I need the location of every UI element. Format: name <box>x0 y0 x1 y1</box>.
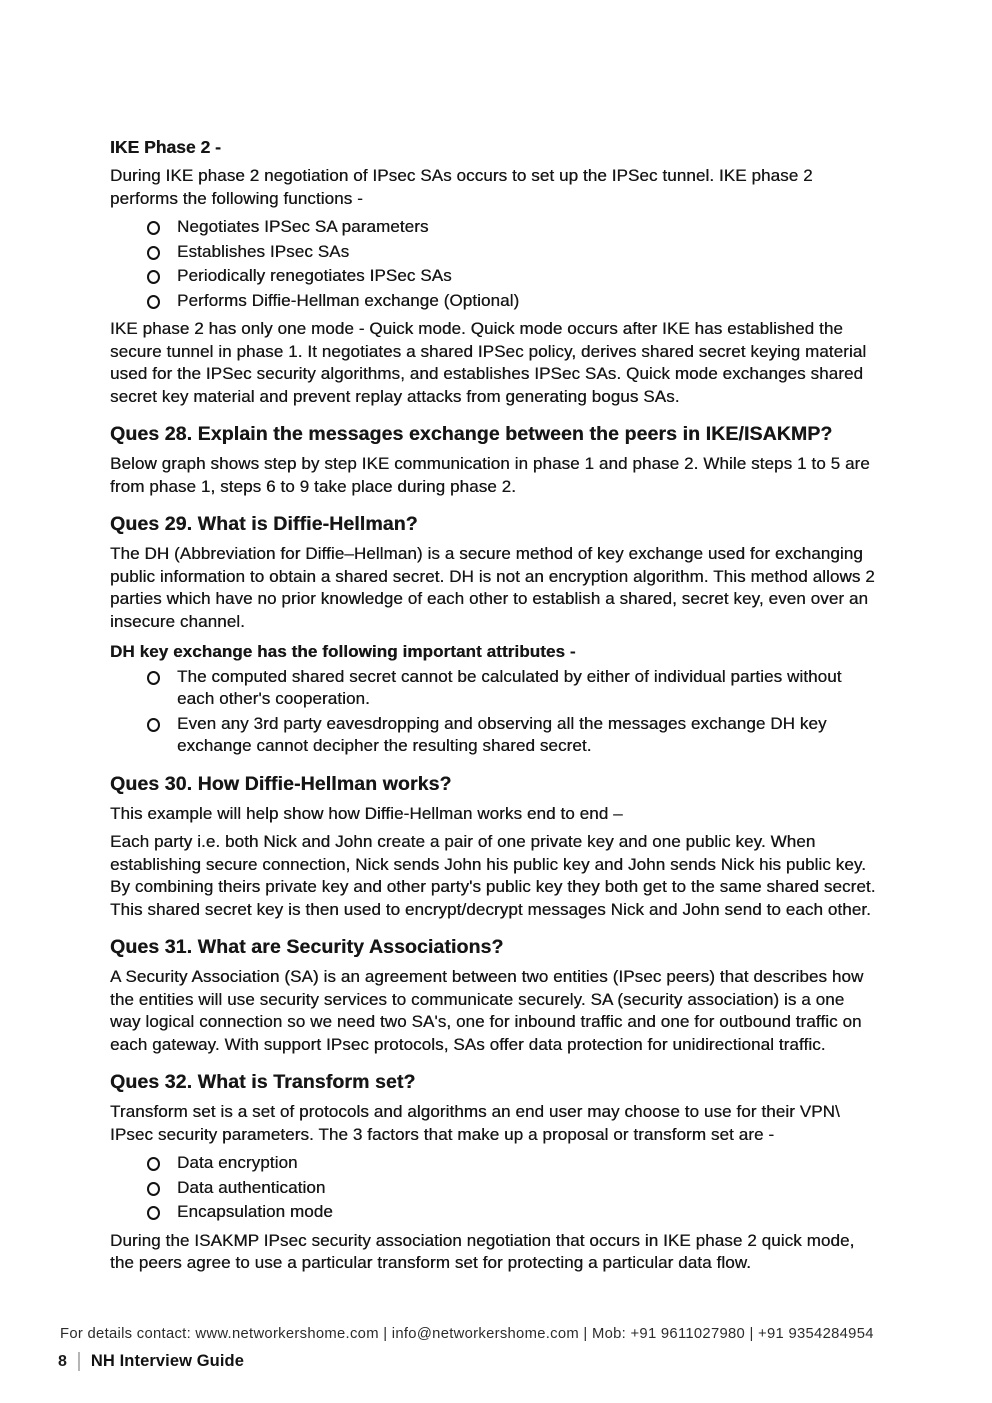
dh-attributes-lead: DH key exchange has the following important attributes - <box>110 642 576 661</box>
transform-set-factors-list <box>110 1152 878 1224</box>
question-30-heading: Ques 30. How Diffie-Hellman works? <box>110 772 452 795</box>
question-30-lead: This example will help show how Diffie-Hellman works end to end – <box>110 803 623 823</box>
list-item <box>147 1201 878 1224</box>
list-item-text: The computed shared secret cannot be calculated by either of individual parties without each other's cooperation. <box>177 666 842 708</box>
question-32-body: Transform set is a set of protocols and algorithms an end user may choose to use for their VPN\ IPsec security parameters. The 3 factors that make up a proposal or transform set are - <box>110 1102 840 1144</box>
question-31-body: A Security Association (SA) is an agreement between two entities (IPsec peers) that describes how the entities will use security services to communicate securely. SA (security association) is a one way logical connection so we need two SA's, one for inbound traffic and one for outbound traffic on each gateway. With support IPsec protocols, SAs offer data protection for unidirectional traffic. <box>110 967 864 1054</box>
ring-bullet-icon <box>147 246 160 260</box>
question-31-heading: Ques 31. What are Security Associations? <box>110 936 504 958</box>
list-item-text: Data encryption <box>177 1153 298 1172</box>
question-30-body: Each party i.e. both Nick and John create a pair of one private key and one public key. When establishing secure connection, Nick sends John his public key and John sends Nick his public key. By combining theirs private key and other party's public key they both get to the same shared secret. This shared secret key is then used to encrypt/decrypt messages Nick and John send to each other. <box>110 832 876 919</box>
list-item-text: Negotiates IPSec SA parameters <box>177 217 429 236</box>
question-29-heading: Ques 29. What is Diffie-Hellman? <box>110 513 418 535</box>
list-item <box>147 290 878 313</box>
ike-phase2-body: IKE phase 2 has only one mode - Quick mode. Quick mode occurs after IKE has established the secure tunnel in phase 1. It negotiates a shared IPSec policy, derives shared secret keying material used for the IPSec security algorithms, and establishes IPSec SAs. Quick mode exchanges shared secret key material and prevent replay attacks from generating bogus SAs. <box>110 319 867 406</box>
list-item <box>147 1152 878 1175</box>
list-item <box>147 216 878 239</box>
ring-bullet-icon <box>147 221 160 235</box>
question-28-heading: Ques 28. Explain the messages exchange between the peers in IKE/ISAKMP? <box>110 423 833 445</box>
list-item-text: Performs Diffie-Hellman exchange (Optional) <box>177 290 520 310</box>
question-28-body: Below graph shows step by step IKE communication in phase 1 and phase 2. While steps 1 to 5 are from phase 1, steps 6 to 9 take place during phase 2. <box>110 454 870 496</box>
ring-bullet-icon <box>147 270 160 284</box>
question-32-closing: During the ISAKMP IPsec security association negotiation that occurs in IKE phase 2 quick mode, the peers agree to use a particular transform set for protecting a particular data flow. <box>110 1230 855 1272</box>
list-item <box>147 713 878 758</box>
question-29-body: The DH (Abbreviation for Diffie–Hellman) is a secure method of key exchange used for exchanging public information to obtain a shared secret. DH is not an encryption algorithm. This method allows 2 parties which have no prior knowledge of each other to establish a shared, secret key, even over an insecure channel. <box>110 544 875 631</box>
ring-bullet-icon <box>147 1157 160 1171</box>
ring-bullet-icon <box>147 671 160 685</box>
ring-bullet-icon <box>147 295 160 309</box>
question-32-heading: Ques 32. What is Transform set? <box>110 1071 416 1093</box>
footer-page-line <box>58 1352 244 1371</box>
list-item-text: Data authentication <box>177 1177 326 1197</box>
book-title: NH Interview Guide <box>90 1352 244 1370</box>
footer-contact-line: For details contact: www.networkershome.com | info@networkershome.com | Mob: +91 9611027980 | +91 9354284954 <box>60 1326 874 1342</box>
list-item <box>147 1177 878 1200</box>
list-item-text: Periodically renegotiates IPSec SAs <box>177 266 452 285</box>
list-item <box>147 241 878 264</box>
list-item <box>147 666 878 711</box>
list-item-text: Encapsulation mode <box>177 1202 333 1221</box>
ring-bullet-icon <box>147 1182 160 1196</box>
ring-bullet-icon <box>147 718 160 732</box>
ike-phase2-title: IKE Phase 2 - <box>110 137 221 157</box>
list-item-text: Establishes IPsec SAs <box>177 241 350 261</box>
page-body <box>110 136 878 1281</box>
list-item <box>147 265 878 288</box>
list-item-text: Even any 3rd party eavesdropping and observing all the messages exchange DH key exchange cannot decipher the resulting shared secret. <box>177 713 827 755</box>
dh-attributes-list <box>110 666 878 758</box>
page-number: 8 <box>58 1352 67 1370</box>
footer-divider <box>78 1352 80 1371</box>
ring-bullet-icon <box>147 1206 160 1220</box>
ike-phase2-intro: During IKE phase 2 negotiation of IPsec SAs occurs to set up the IPSec tunnel. IKE phase 2 performs the following functions - <box>110 166 813 208</box>
ike-phase2-functions-list <box>110 216 878 312</box>
